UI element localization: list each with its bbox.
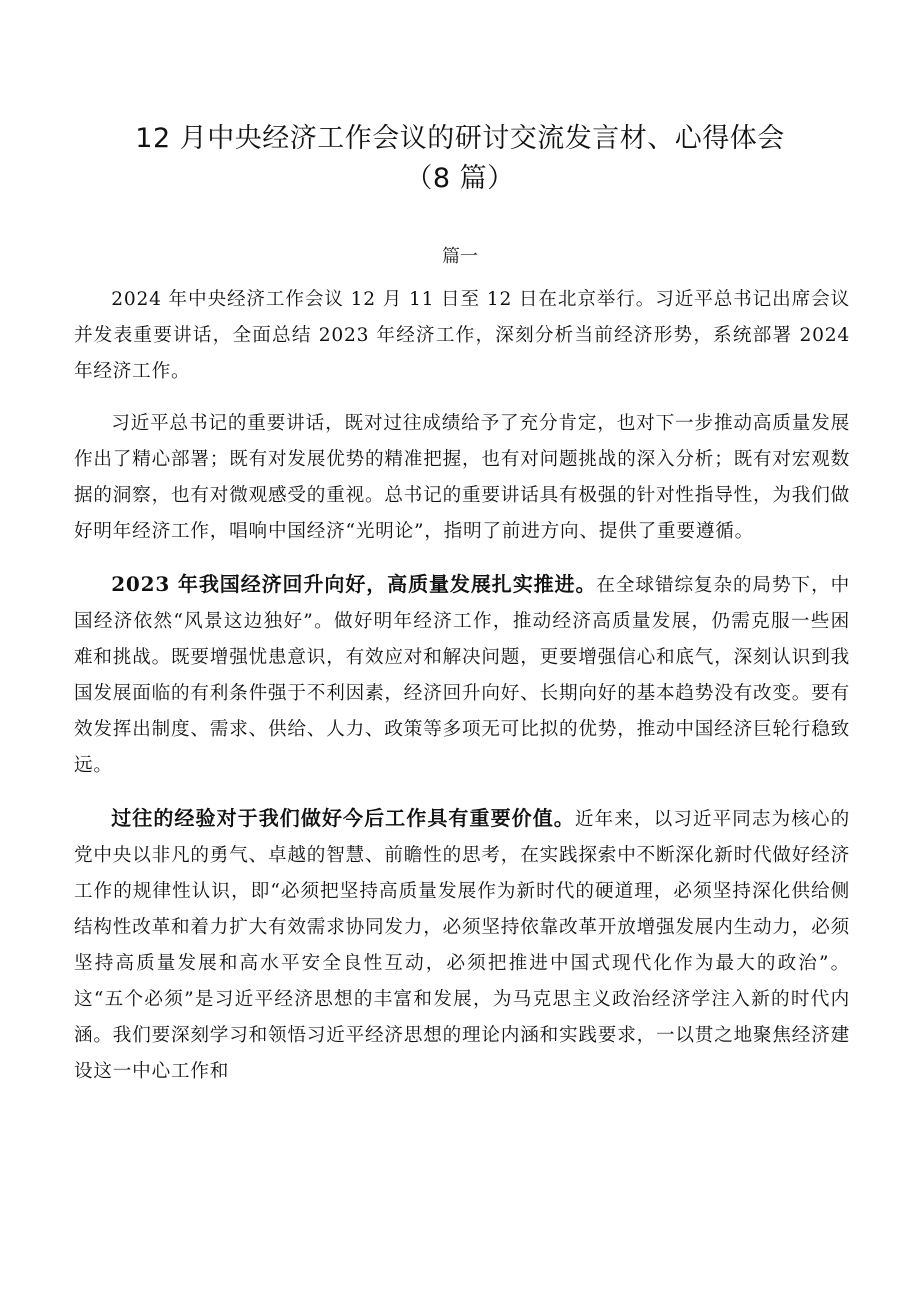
- document-title-count: （8 篇）: [405, 163, 515, 194]
- paragraph-text: 习近平总书记的重要讲话，既对过往成绩给予了充分肯定，也对下一步推动高质量发展作出了精心部署；既有对发展优势的精准把握，也有对问题挑战的深入分析；既有对宏观数据的洞察，也有对微观感受的重视。总书记的重要讲话具有极强的针对性指导性，为我们做好明年经济工作，唱响中国经济“光明论”，指明了前进方向、提供了重要遵循。: [74, 413, 850, 542]
- document-body: [74, 282, 850, 1090]
- paragraph: [74, 406, 850, 550]
- document-title: 12 月中央经济工作会议的研讨交流发言材、心得体会: [135, 123, 785, 154]
- paragraph: [74, 566, 850, 784]
- paragraph-lead: 2023 年我国经济回升向好，高质量发展扎实推进。: [111, 572, 597, 596]
- paragraph-text: 近年来，以习近平同志为核心的党中央以非凡的勇气、卓越的智慧、前瞻性的思考，在实践探索中不断深化新时代做好经济工作的规律性认识，即“必须把坚持高质量发展作为新时代的硬道理，必须坚持深化供给侧结构性改革和着力扩大有效需求协同发力，必须坚持依靠改革开放增强发展内生动力，必须坚持高质量发展和高水平安全良性互动，必须把推进中国式现代化作为最大的政治”。这“五个必须”是习近平经济思想的丰富和发展，为马克思主义政治经济学注入新的时代内涵。我们要深刻学习和领悟习近平经济思想的理论内涵和实践要求，一以贯之地聚焦经济建设这一中心工作和: [74, 809, 851, 1082]
- paragraph-text: 2024 年中央经济工作会议 12 月 11 日至 12 日在北京举行。习近平总书记出席会议并发表重要讲话，全面总结 2023 年经济工作，深刻分析当前经济形势，系统部署 2024 年经济工作。: [74, 289, 850, 382]
- paragraph-lead: 过往的经验对于我们做好今后工作具有重要价值。: [111, 806, 575, 830]
- paragraph: [74, 282, 850, 390]
- paragraph-text: 在全球错综复杂的局势下，中国经济依然“风景这边独好”。做好明年经济工作，推动经济高质量发展，仍需克服一些困难和挑战。既要增强忧患意识，有效应对和解决问题，更要增强信心和底气，深刻认识到我国发展面临的有利条件强于不利因素，经济回升向好、长期向好的基本趋势没有改变。要有效发挥出制度、需求、供给、人力、政策等多项无可比拟的优势，推动中国经济巨轮行稳致远。: [74, 575, 850, 776]
- section-heading: 篇一: [442, 246, 478, 267]
- paragraph: [74, 800, 850, 1090]
